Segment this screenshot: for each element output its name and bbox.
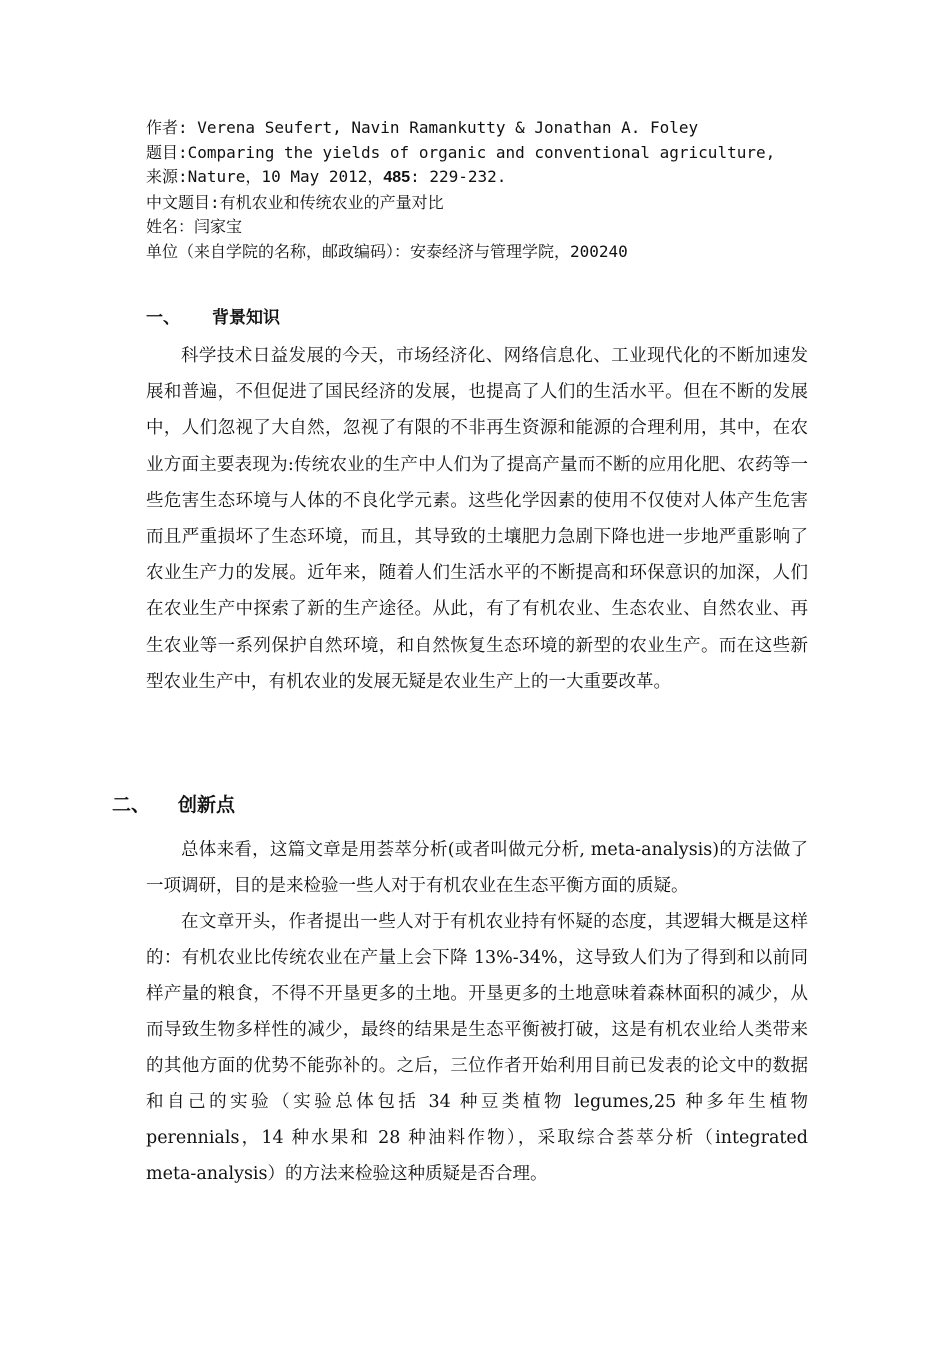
section-title: 创新点 — [178, 794, 236, 816]
section-heading-innovation — [112, 790, 235, 817]
section-number: 一、 — [146, 308, 180, 328]
innovation-paragraph-1: 总体来看，这篇文章是用荟萃分析(或者叫做元分析, meta-analysis)的方法做了一项调研，目的是来检验一些人对于有机农业在生态平衡方面的质疑。 — [146, 840, 808, 896]
innovation-paragraph-2: 在文章开头，作者提出一些人对于有机农业持有怀疑的态度，其逻辑大概是这样的：有机农业比传统农业在产量上会下降 13%-34%，这导致人们为了得到和以前同样产量的粮食，不得不开垦更多的土地。开垦更多的土地意味着森林面积的减少，从而导致生物多样性的减少，最终的结果是生态平衡被打破，这是有机农业给人类带来的其他方面的优势不能弥补的。之后，三位作者开始利用目前已发表的论文中的数据和自己的实验（实验总体包括 34 种豆类植物 legumes,25 种多年生植物 perennials，14 种水果和 28 种油料作物），采取综合荟萃分析（integrated meta-analysis）的方法来检验这种质疑是否合理。 — [146, 912, 808, 1184]
source-volume: 485 — [383, 169, 411, 187]
name-line: 姓名：闫家宝 — [146, 217, 243, 237]
author-line: 作者: Verena Seufert, Navin Ramankutty & Jonathan A. Foley — [146, 118, 699, 137]
section-title: 背景知识 — [212, 308, 280, 328]
source-suffix: : 229-232. — [410, 167, 507, 187]
paper-metadata — [146, 116, 846, 265]
chinese-title-line: 中文题目:有机农业和传统农业的产量对比 — [146, 192, 444, 212]
source-line — [146, 165, 846, 191]
title-line: 题目:Comparing the yields of organic and conventional agriculture, — [146, 142, 776, 162]
source-prefix: 来源:Nature，10 May 2012， — [146, 167, 384, 187]
section-number: 二、 — [112, 794, 151, 816]
affiliation-line: 单位（来自学院的名称，邮政编码）：安泰经济与管理学院，200240 — [146, 241, 628, 261]
background-paragraph: 科学技术日益发展的今天，市场经济化、网络信息化、工业现代化的不断加速发展和普遍，不但促进了国民经济的发展，也提高了人们的生活水平。但在不断的发展中，人们忽视了大自然，忽视了有限的不非再生资源和能源的合理利用，其中，在农业方面主要表现为:传统农业的生产中人们为了提高产量而不断的应用化肥、农药等一些危害生态环境与人体的不良化学元素。这些化学因素的使用不仅使对人体产生危害而且严重损坏了生态环境，而且，其导致的土壤肥力急剧下降也进一步地严重影响了农业生产力的发展。近年来，随着人们生活水平的不断提高和环保意识的加深，人们在农业生产中探索了新的生产途径。从此，有了有机农业、生态农业、自然农业、再生农业等一系列保护自然环境，和自然恢复生态环境的新型的农业生产。而在这些新型农业生产中，有机农业的发展无疑是农业生产上的一大重要改革。 — [146, 346, 808, 692]
section-heading-background — [146, 303, 280, 328]
